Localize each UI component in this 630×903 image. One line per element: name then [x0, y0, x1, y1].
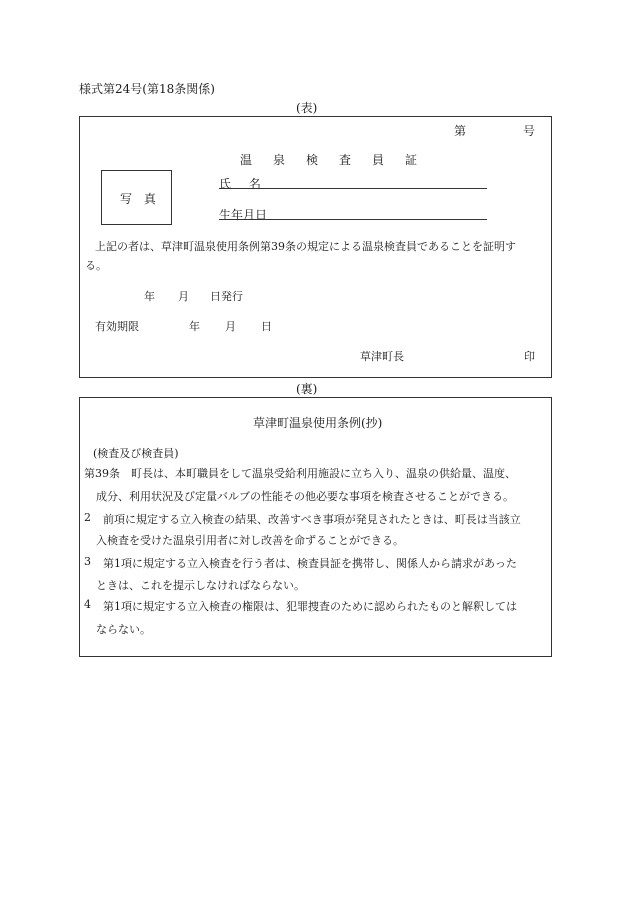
validity-label: 有効期限	[95, 320, 139, 333]
paragraph-3-line-1: 第1項に規定する立入検査を行う者は、検査員証を携帯し、関係人から請求があった	[103, 557, 517, 570]
section-heading: (検査及び検査員)	[93, 447, 179, 460]
validity-day: 日	[261, 320, 272, 333]
form-number: 様式第24号(第18条関係)	[79, 82, 215, 96]
birth-label: 生年月日	[219, 208, 268, 222]
back-card	[79, 397, 552, 657]
paragraph-3-number: 3	[84, 555, 91, 568]
article-text-line-1: 町長は、本町職員をして温泉受給利用施設に立ち入り、温泉の供給量、温度、	[131, 467, 516, 480]
photo-label: 写 真	[120, 192, 160, 206]
issue-day: 日発行	[210, 290, 243, 303]
name-underline	[219, 188, 487, 189]
paragraph-4-line-1: 第1項に規定する立入検査の権限は、犯罪捜査のために認められたものと解釈しては	[103, 600, 517, 613]
paragraph-2-number: 2	[84, 511, 91, 524]
front-side-label: (表)	[296, 101, 318, 115]
ordinance-title: 草津町温泉使用条例(抄)	[253, 416, 383, 430]
number-prefix: 第	[454, 124, 467, 138]
certification-line-1: 上記の者は、草津町温泉使用条例第39条の規定による温泉検査員であることを証明す	[95, 240, 516, 253]
paragraph-4-number: 4	[84, 598, 91, 611]
back-side-label: (裏)	[296, 382, 318, 396]
article-number: 第39条	[84, 467, 120, 480]
validity-year: 年	[189, 320, 200, 333]
paragraph-2-line-1: 前項に規定する立入検査の結果、改善すべき事項が発見されたときは、町長は当該立	[103, 513, 521, 526]
number-suffix: 号	[523, 124, 536, 138]
card-title: 温泉検査員証	[240, 153, 439, 167]
validity-month: 月	[225, 320, 236, 333]
issue-month: 月	[178, 290, 189, 303]
paragraph-2-line-2: 入検査を受けた温泉引用者に対し改善を命ずることができる。	[96, 534, 404, 547]
certification-line-2: る。	[85, 259, 107, 272]
seal-mark: 印	[524, 350, 535, 363]
issue-year: 年	[144, 290, 155, 303]
paragraph-3-line-2: ときは、これを提示しなければならない。	[96, 579, 305, 592]
birth-underline	[219, 219, 487, 220]
article-text-line-2: 成分、利用状況及び定量バルブの性能その他必要な事項を検査させることができる。	[96, 490, 514, 503]
name-label: 氏 名	[219, 177, 261, 191]
paragraph-4-line-2: ならない。	[96, 623, 151, 636]
issuer: 草津町長	[360, 350, 404, 363]
